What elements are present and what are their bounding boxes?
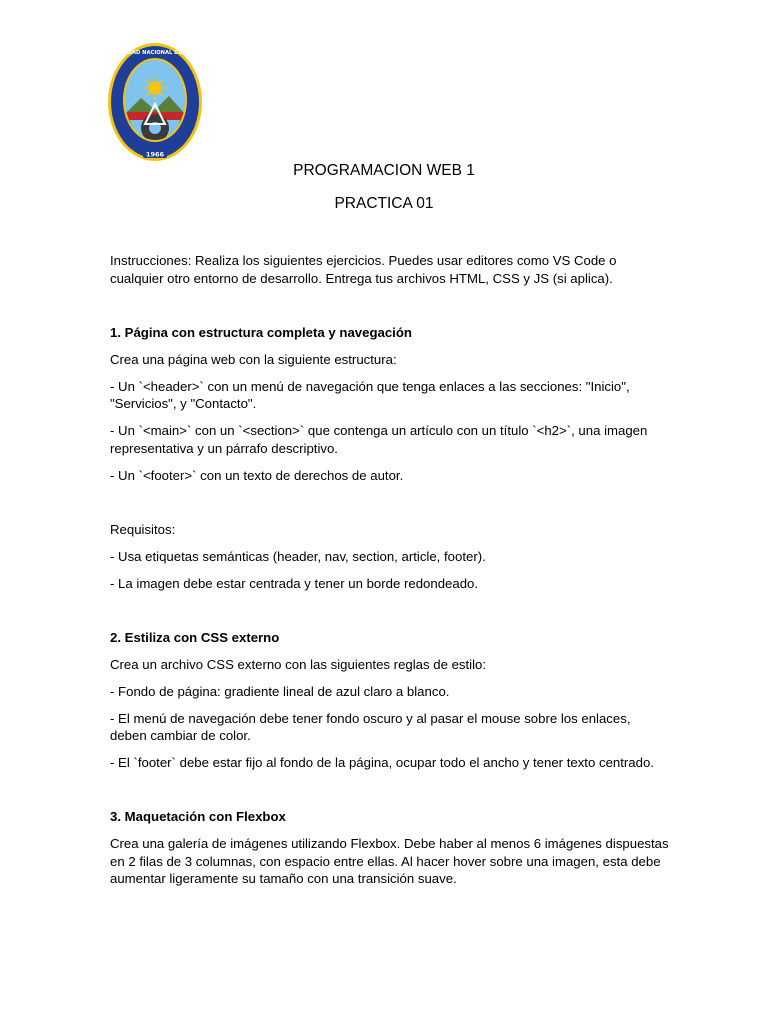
section2-intro: Crea un archivo CSS externo con las siguientes reglas de estilo: <box>110 656 487 672</box>
section3-heading: 3. Maquetación con Flexbox <box>110 809 286 824</box>
list-item: - Un `<main>` con un `<section>` que contenga un artículo con un título `<h2>`, una imagen representativa y un párrafo descriptivo. <box>110 423 648 456</box>
list-item: - La imagen debe estar centrada y tener un borde redondeado. <box>110 575 479 591</box>
document-title: PROGRAMACION WEB 1 <box>293 162 475 179</box>
list-item: - El `footer` debe estar fijo al fondo de la página, ocupar todo el ancho y tener texto centrado. <box>110 755 654 770</box>
seal-icon <box>100 42 210 164</box>
document-body <box>110 252 670 897</box>
requirements-label: Requisitos: <box>110 521 176 537</box>
document-subtitle: PRACTICA 01 <box>334 195 434 212</box>
instructions-text: Instrucciones: Realiza los siguientes ejercicios. Puedes usar editores como VS Code o cualquier otro entorno de desarrollo. Entrega tus archivos HTML, CSS y JS (si aplica). <box>110 253 617 286</box>
seal-year: 1966 <box>145 150 165 159</box>
section1-intro: Crea una página web con la siguiente estructura: <box>110 351 397 367</box>
seal-top-text: UNIVERSIDAD NACIONAL DEL CALLAO <box>100 50 210 56</box>
list-item: - Fondo de página: gradiente lineal de azul claro a blanco. <box>110 683 450 699</box>
list-item: - El menú de navegación debe tener fondo oscuro y al pasar el mouse sobre los enlaces, deben cambiar de color. <box>110 710 631 743</box>
list-item: - Un `<header>` con un menú de navegación que tenga enlaces a las secciones: "Inicio", "Servicios", y "Contacto". <box>110 378 630 411</box>
list-item: - Usa etiquetas semánticas (header, nav, section, article, footer). <box>110 548 486 564</box>
university-seal-logo <box>100 42 210 164</box>
section1-heading: 1. Página con estructura completa y navegación <box>110 324 412 340</box>
section3-body: Crea una galería de imágenes utilizando Flexbox. Debe haber al menos 6 imágenes dispuestas en 2 filas de 3 columnas, con espacio entre ellas. Al hacer hover sobre una imagen, esta debe aumentar ligeramente su tamaño con una transición suave. <box>110 836 669 886</box>
list-item: - Un `<footer>` con un texto de derechos de autor. <box>110 467 404 483</box>
section2-heading: 2. Estiliza con CSS externo <box>110 629 280 645</box>
